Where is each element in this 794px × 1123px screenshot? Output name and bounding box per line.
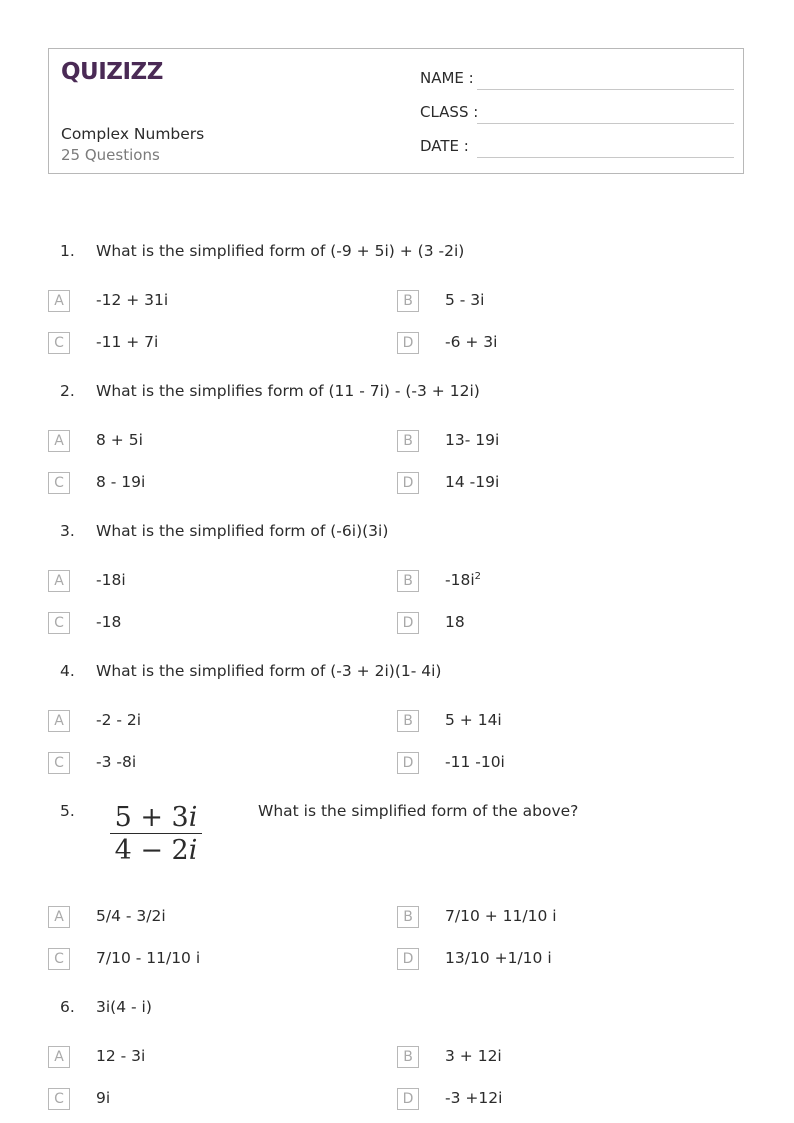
date-label: DATE : [420, 137, 469, 155]
option-letter: A [48, 906, 70, 928]
q4-option-d[interactable] [397, 752, 697, 776]
option-text: 3 + 12i [445, 1047, 502, 1065]
class-line[interactable] [477, 123, 734, 124]
option-text: 13- 19i [445, 431, 500, 449]
fraction-denominator [110, 834, 202, 867]
name-label: NAME : [420, 69, 474, 87]
option-letter: C [48, 472, 70, 494]
q6-option-b[interactable] [397, 1046, 697, 1070]
question-text: What is the simplified form of the above? [258, 802, 579, 820]
option-text: -11 -10i [445, 753, 505, 771]
q5-option-c[interactable] [48, 948, 348, 972]
option-letter: D [397, 752, 419, 774]
option-letter: B [397, 906, 419, 928]
q5-option-d[interactable] [397, 948, 697, 972]
option-letter: A [48, 430, 70, 452]
option-letter: C [48, 948, 70, 970]
option-text: 14 -19i [445, 473, 500, 491]
option-letter: C [48, 1088, 70, 1110]
option-letter: B [397, 710, 419, 732]
numerator-variable: i [188, 802, 198, 833]
question-text: 3i(4 - i) [96, 998, 152, 1016]
option-text: 8 + 5i [96, 431, 143, 449]
date-line[interactable] [477, 157, 734, 158]
q3-option-d[interactable] [397, 612, 697, 636]
option-text: -18i [96, 571, 126, 589]
option-text: 7/10 - 11/10 i [96, 949, 201, 967]
q3-option-a[interactable] [48, 570, 348, 594]
question-text: What is the simplifies form of (11 - 7i) - (-3 + 12i) [96, 382, 480, 400]
q5-option-b[interactable] [397, 906, 697, 930]
q4-option-a[interactable] [48, 710, 348, 734]
option-letter: D [397, 948, 419, 970]
q1-option-b[interactable] [397, 290, 697, 314]
worksheet-title: Complex Numbers [61, 125, 205, 143]
name-line[interactable] [477, 89, 734, 90]
option-text: -2 - 2i [96, 711, 142, 729]
q3-option-b[interactable] [397, 570, 697, 594]
numerator-constant: 5 + 3 [114, 802, 189, 833]
option-letter: B [397, 430, 419, 452]
quizizz-logo: QUIZIZZ [61, 59, 163, 85]
option-letter: C [48, 752, 70, 774]
option-text: 13/10 +1/10 i [445, 949, 552, 967]
exponent: 2 [474, 571, 481, 582]
worksheet-header [48, 48, 744, 174]
denominator-constant: 4 − 2 [114, 835, 189, 866]
q2-option-b[interactable] [397, 430, 697, 454]
option-text: -3 -8i [96, 753, 137, 771]
question-number: 5. [60, 802, 75, 820]
q4-option-c[interactable] [48, 752, 348, 776]
option-letter: D [397, 332, 419, 354]
q1-option-d[interactable] [397, 332, 697, 356]
option-text: 5 - 3i [445, 291, 485, 309]
question-text: What is the simplified form of (-9 + 5i) + (3 -2i) [96, 242, 465, 260]
class-field[interactable] [420, 103, 734, 125]
option-text [445, 571, 481, 589]
question-number: 3. [60, 522, 75, 540]
q1-option-a[interactable] [48, 290, 348, 314]
q1-option-c[interactable] [48, 332, 348, 356]
q2-option-a[interactable] [48, 430, 348, 454]
option-letter: B [397, 290, 419, 312]
fraction-numerator [110, 802, 202, 834]
denominator-variable: i [188, 835, 198, 866]
option-letter: A [48, 570, 70, 592]
option-letter: D [397, 1088, 419, 1110]
option-letter: B [397, 570, 419, 592]
option-text: -11 + 7i [96, 333, 159, 351]
option-text: 12 - 3i [96, 1047, 146, 1065]
option-text: -18 [96, 613, 122, 631]
option-text: 8 - 19i [96, 473, 146, 491]
option-text: -12 + 31i [96, 291, 169, 309]
option-letter: A [48, 290, 70, 312]
q6-option-d[interactable] [397, 1088, 697, 1112]
question-number: 4. [60, 662, 75, 680]
q5-option-a[interactable] [48, 906, 348, 930]
q2-option-c[interactable] [48, 472, 348, 496]
option-text: 5/4 - 3/2i [96, 907, 166, 925]
option-letter: C [48, 332, 70, 354]
q6-option-a[interactable] [48, 1046, 348, 1070]
question-text: What is the simplified form of (-6i)(3i) [96, 522, 389, 540]
question-number: 1. [60, 242, 75, 260]
option-text: 5 + 14i [445, 711, 502, 729]
q4-option-b[interactable] [397, 710, 697, 734]
question-number: 6. [60, 998, 75, 1016]
option-letter: A [48, 710, 70, 732]
class-label: CLASS : [420, 103, 479, 121]
option-letter: A [48, 1046, 70, 1068]
fraction-expression [110, 802, 202, 867]
option-text: 9i [96, 1089, 111, 1107]
question-text: What is the simplified form of (-3 + 2i)(1- 4i) [96, 662, 442, 680]
q2-option-d[interactable] [397, 472, 697, 496]
option-text: -6 + 3i [445, 333, 498, 351]
option-letter: B [397, 1046, 419, 1068]
option-letter: D [397, 612, 419, 634]
option-text: 18 [445, 613, 465, 631]
question-number: 2. [60, 382, 75, 400]
q6-option-c[interactable] [48, 1088, 348, 1112]
name-field[interactable] [420, 69, 734, 91]
question-count: 25 Questions [61, 146, 160, 164]
option-letter: D [397, 472, 419, 494]
option-text: 7/10 + 11/10 i [445, 907, 557, 925]
option-letter: C [48, 612, 70, 634]
date-field[interactable] [420, 137, 734, 159]
option-base-text: -18i [445, 571, 475, 590]
q3-option-c[interactable] [48, 612, 348, 636]
option-text: -3 +12i [445, 1089, 503, 1107]
